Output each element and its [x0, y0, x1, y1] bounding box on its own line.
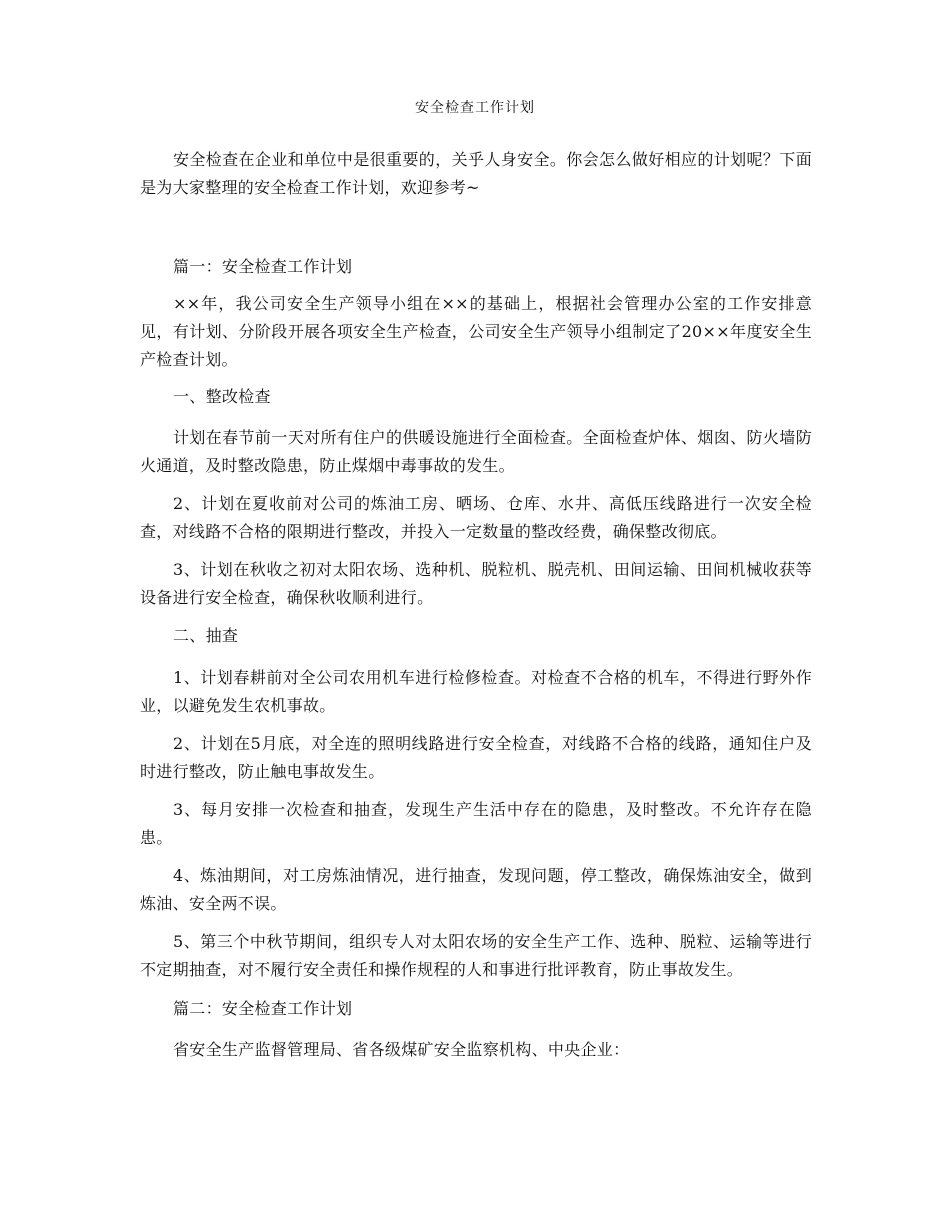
body-paragraph: 3、每月安排一次检查和抽查，发现生产生活中存在的隐患，及时整改。不允许存在隐患。 [140, 800, 812, 847]
body-paragraph: 2、计划在夏收前对公司的炼油工房、晒场、仓库、水井、高低压线路进行一次安全检查，对线路不合格的限期进行整改，并投入一定数量的整改经费，确保整改彻底。 [140, 494, 812, 541]
subheading-spot-check: 二、抽查 [173, 626, 239, 645]
body-paragraph: 4、炼油期间，对工房炼油情况，进行抽查，发现问题，停工整改，确保炼油安全，做到炼油、安全两不误。 [140, 866, 812, 913]
body-paragraph: 1、计划春耕前对全公司农用机车进行检修检查。对检查不合格的机车，不得进行野外作业，以避免发生农机事故。 [140, 668, 812, 715]
section-heading-part-two: 篇二：安全检查工作计划 [173, 999, 353, 1018]
section-heading-part-one: 篇一：安全检查工作计划 [173, 257, 353, 276]
subheading-rectification: 一、整改检查 [173, 387, 271, 406]
body-paragraph: 计划在春节前一天对所有住户的供暖设施进行全面检查。全面检查炉体、烟囱、防火墙防火通道，及时整改隐患，防止煤烟中毒事故的发生。 [140, 428, 812, 475]
body-paragraph: 5、第三个中秋节期间，组织专人对太阳农场的安全生产工作、选种、脱粒、运输等进行不定期抽查，对不履行安全责任和操作规程的人和事进行批评教育，防止事故发生。 [140, 932, 812, 979]
body-paragraph: 3、计划在秋收之初对太阳农场、选种机、脱粒机、脱壳机、田间运输、田间机械收获等设备进行安全检查，确保秋收顺利进行。 [140, 560, 812, 607]
intro-paragraph: 安全检查在企业和单位中是很重要的，关乎人身安全。你会怎么做好相应的计划呢？下面是为大家整理的安全检查工作计划，欢迎参考~ [140, 150, 812, 197]
body-paragraph: ××年，我公司安全生产领导小组在××的基础上，根据社会管理办公室的工作安排意见，有计划、分阶段开展各项安全生产检查，公司安全生产领导小组制定了20××年度安全生产检查计划。 [140, 294, 812, 369]
body-paragraph: 省安全生产监督管理局、省各级煤矿安全监察机构、中央企业： [173, 1040, 630, 1059]
document-title: 安全检查工作计划 [415, 100, 535, 116]
body-paragraph: 2、计划在5月底，对全连的照明线路进行安全检查，对线路不合格的线路，通知住户及时进行整改，防止触电事故发生。 [140, 734, 812, 781]
